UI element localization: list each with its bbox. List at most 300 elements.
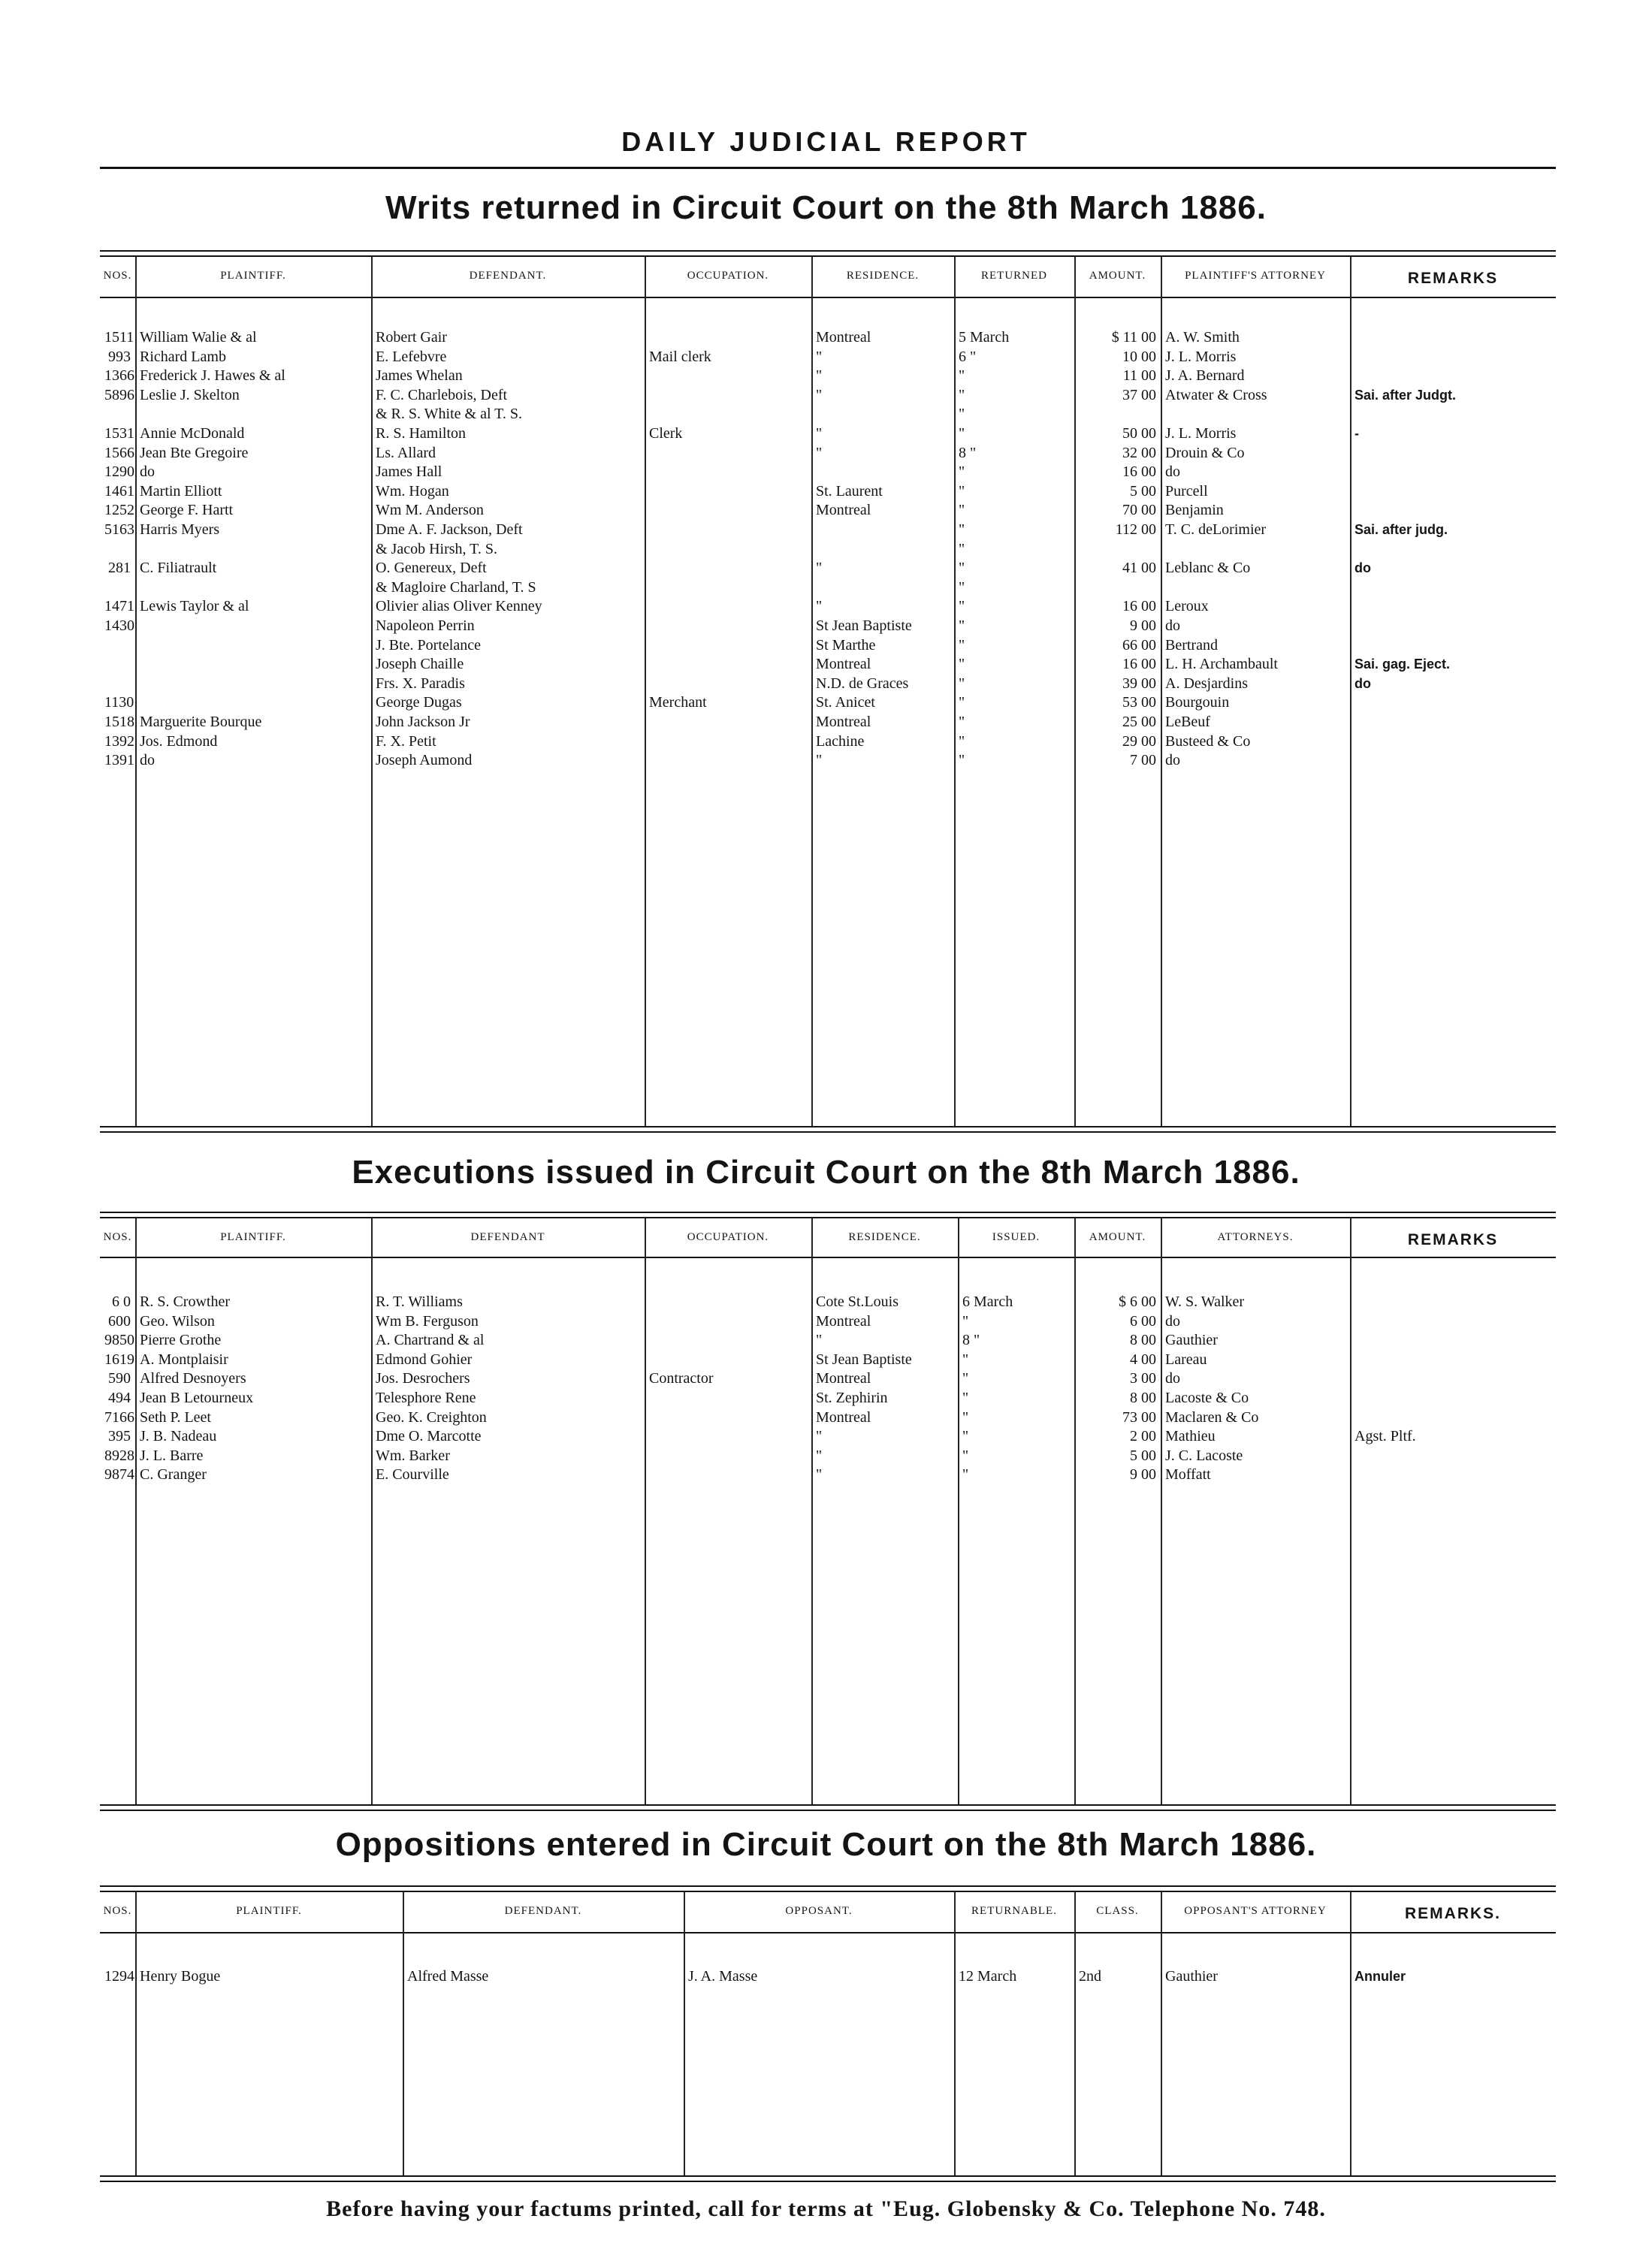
writs-plaintiff-cell: [140, 674, 367, 693]
writs-no-cell: 1518: [104, 714, 134, 730]
executions-remarks-cell: [1355, 1330, 1551, 1350]
executions-no-cell: 590: [108, 1370, 131, 1387]
writs-occupation-cell: [649, 558, 807, 578]
writs-top-rule: [100, 250, 1556, 257]
writs-plaintiff-cell: Frederick J. Hawes & al: [140, 367, 285, 385]
writs-returned-cell: ": [959, 732, 965, 750]
executions-occupation-cell: [649, 1292, 807, 1312]
oppositions-class-cell: 2nd: [1079, 1968, 1101, 1985]
oppositions-header-7: REMARKS.: [1404, 1905, 1501, 1922]
writs-no-cell: [104, 654, 131, 674]
writs-remarks-cell: [1355, 500, 1551, 520]
writs-residence-cell: [816, 404, 950, 424]
executions-residence-cell: Montreal: [816, 1408, 871, 1426]
writs-attorney-cell: T. C. deLorimier: [1165, 521, 1267, 538]
writs-amount-cell: [1079, 578, 1156, 597]
executions-occupation-cell: [649, 1350, 807, 1369]
writs-attorney-cell: [1165, 539, 1345, 559]
executions-occupation-cell: [649, 1312, 807, 1331]
executions-defendant-cell: Geo. K. Creighton: [376, 1408, 487, 1426]
executions-column-line: [1074, 1218, 1076, 1804]
writs-amount-cell: 39 00: [1122, 675, 1156, 692]
executions-plaintiff-cell: C. Granger: [140, 1466, 207, 1484]
executions-attorney-cell: Lareau: [1165, 1351, 1207, 1368]
writs-remarks-cell: [1355, 462, 1551, 481]
executions-bottom-rule: [100, 1804, 1556, 1811]
executions-remarks-cell: [1355, 1388, 1551, 1408]
writs-defendant-cell: James Whelan: [376, 367, 463, 385]
executions-no-cell: 395: [108, 1428, 131, 1445]
writs-no-cell: 5896: [104, 386, 134, 403]
writs-remarks-cell: [1355, 539, 1551, 559]
executions-no-cell: 494: [108, 1390, 131, 1406]
oppositions-bottom-rule: [100, 2175, 1556, 2182]
writs-attorney-cell: J. L. Morris: [1165, 348, 1237, 365]
writs-returned-cell: ": [959, 502, 965, 519]
executions-issued-cell: ": [962, 1351, 969, 1368]
oppositions-opposant-cell: J. A. Masse: [688, 1968, 758, 1985]
writs-defendant-cell: & Jacob Hirsh, T. S.: [376, 540, 498, 557]
writs-no-cell: [104, 674, 131, 693]
writs-residence-cell: Lachine: [816, 732, 865, 750]
writs-amount-cell: 16 00: [1122, 463, 1156, 481]
executions-no-cell: 600: [108, 1312, 131, 1330]
writs-amount-cell: 9 00: [1130, 617, 1156, 634]
oppositions-top-rule: [100, 1885, 1556, 1892]
writs-plaintiff-cell: William Walie & al: [140, 329, 257, 346]
writs-returned-cell: ": [959, 752, 965, 769]
executions-residence-cell: Montreal: [816, 1370, 871, 1387]
writs-amount-cell: 66 00: [1122, 636, 1156, 654]
executions-amount-cell: 73 00: [1122, 1408, 1156, 1426]
executions-header-0: NOS.: [103, 1231, 132, 1243]
executions-occupation-cell: Contractor: [649, 1370, 714, 1387]
writs-returned-cell: ": [959, 714, 965, 730]
writs-no-cell: 993: [108, 348, 131, 365]
writs-residence-cell: ": [816, 386, 823, 403]
executions-plaintiff-cell: Alfred Desnoyers: [140, 1370, 246, 1387]
writs-occupation-cell: [649, 616, 807, 635]
writs-attorney-cell: Drouin & Co: [1165, 444, 1245, 461]
writs-remarks-cell: [1355, 328, 1551, 347]
executions-header-6: AMOUNT.: [1089, 1231, 1146, 1243]
writs-column-line: [135, 256, 137, 1126]
writs-amount-cell: 53 00: [1122, 694, 1156, 711]
writs-residence-cell: ": [816, 425, 823, 442]
writs-occupation-cell: [649, 750, 807, 770]
executions-no-cell: 1619: [104, 1351, 134, 1368]
executions-issued-cell: ": [962, 1466, 969, 1484]
executions-issued-cell: ": [962, 1428, 969, 1445]
writs-remarks-cell: [1355, 712, 1551, 732]
writs-no-cell: 1391: [104, 752, 134, 769]
executions-column-line: [1161, 1218, 1162, 1804]
writs-defendant-cell: E. Lefebvre: [376, 348, 447, 365]
executions-column-line: [958, 1218, 959, 1804]
writs-defendant-cell: & R. S. White & al T. S.: [376, 406, 523, 423]
executions-remarks-cell: [1355, 1408, 1551, 1427]
writs-amount-cell: 16 00: [1122, 656, 1156, 673]
executions-no-cell: 8928: [104, 1447, 134, 1464]
writs-amount-cell: $ 11 00: [1111, 329, 1156, 346]
writs-residence-cell: [816, 578, 950, 597]
writs-column-line: [371, 256, 373, 1126]
executions-attorney-cell: Mathieu: [1165, 1428, 1216, 1445]
writs-defendant-cell: Frs. X. Paradis: [376, 675, 465, 692]
writs-header-5: RETURNED: [981, 270, 1047, 282]
writs-amount-cell: 11 00: [1122, 367, 1156, 385]
executions-column-line: [371, 1218, 373, 1804]
writs-plaintiff-cell: [140, 635, 367, 655]
writs-plaintiff-cell: Leslie J. Skelton: [140, 386, 240, 403]
executions-issued-cell: ": [962, 1447, 969, 1464]
executions-remarks-cell: Agst. Pltf.: [1355, 1428, 1416, 1445]
writs-plaintiff-cell: do: [140, 463, 155, 481]
writs-header-6: AMOUNT.: [1089, 270, 1146, 282]
writs-attorney-cell: do: [1165, 617, 1180, 634]
writs-returned-cell: ": [959, 694, 965, 711]
executions-issued-cell: 6 March: [962, 1293, 1013, 1310]
writs-occupation-cell: [649, 462, 807, 481]
writs-plaintiff-cell: [140, 616, 367, 635]
writs-plaintiff-cell: Jean Bte Gregoire: [140, 444, 249, 461]
running-head-rule: [100, 167, 1556, 169]
writs-defendant-cell: Napoleon Perrin: [376, 617, 475, 634]
writs-returned-cell: ": [959, 425, 965, 442]
writs-residence-cell: ": [816, 367, 823, 385]
oppositions-column-line: [1074, 1891, 1076, 2175]
writs-bottom-rule: [100, 1126, 1556, 1133]
executions-plaintiff-cell: Geo. Wilson: [140, 1312, 215, 1330]
oppositions-plaintiff-cell: Henry Bogue: [140, 1968, 221, 1985]
writs-plaintiff-cell: [140, 693, 367, 712]
executions-defendant-cell: Wm B. Ferguson: [376, 1312, 479, 1330]
writs-title: Writs returned in Circuit Court on the 8th March 1886.: [385, 189, 1267, 226]
executions-amount-cell: 2 00: [1130, 1428, 1156, 1445]
executions-plaintiff-cell: J. L. Barre: [140, 1447, 204, 1464]
writs-returned-cell: ": [959, 656, 965, 673]
executions-issued-cell: ": [962, 1312, 969, 1330]
oppositions-title: Oppositions entered in Circuit Court on the 8th March 1886.: [335, 1826, 1317, 1863]
executions-amount-cell: 5 00: [1130, 1447, 1156, 1464]
writs-no-cell: 1461: [104, 482, 134, 500]
writs-remarks-cell: [1355, 635, 1551, 655]
writs-attorney-cell: J. A. Bernard: [1165, 367, 1245, 385]
writs-header-0: NOS.: [103, 270, 132, 282]
executions-attorney-cell: W. S. Walker: [1165, 1293, 1245, 1310]
writs-no-cell: 1471: [104, 598, 134, 615]
writs-attorney-cell: [1165, 578, 1345, 597]
writs-amount-cell: 5 00: [1130, 482, 1156, 500]
writs-residence-cell: ": [816, 560, 823, 577]
executions-plaintiff-cell: Jean B Letourneux: [140, 1390, 254, 1406]
writs-returned-cell: ": [959, 578, 965, 596]
writs-attorney-cell: A. W. Smith: [1165, 329, 1240, 346]
writs-occupation-cell: [649, 635, 807, 655]
executions-attorney-cell: Moffatt: [1165, 1466, 1211, 1484]
writs-plaintiff-cell: George F. Hartt: [140, 502, 234, 519]
executions-plaintiff-cell: Pierre Grothe: [140, 1332, 222, 1349]
writs-residence-cell: St Marthe: [816, 636, 876, 654]
executions-attorney-cell: do: [1165, 1312, 1180, 1330]
oppositions-column-line: [684, 1891, 685, 2175]
writs-remarks-cell: [1355, 404, 1551, 424]
executions-defendant-cell: E. Courville: [376, 1466, 449, 1484]
executions-header-2: DEFENDANT: [470, 1231, 545, 1243]
writs-amount-cell: 16 00: [1122, 598, 1156, 615]
writs-header-rule: [100, 297, 1556, 298]
writs-occupation-cell: [649, 500, 807, 520]
oppositions-remarks-cell: Annuler: [1355, 1969, 1406, 1984]
writs-plaintiff-cell: Annie McDonald: [140, 425, 245, 442]
writs-no-cell: 1531: [104, 425, 134, 442]
oppositions-column-line: [954, 1891, 956, 2175]
writs-attorney-cell: A. Desjardins: [1165, 675, 1248, 692]
writs-attorney-cell: Bourgouin: [1165, 694, 1230, 711]
writs-no-cell: 1566: [104, 444, 134, 461]
writs-residence-cell: [816, 539, 950, 559]
writs-residence-cell: ": [816, 444, 823, 461]
writs-no-cell: [104, 635, 131, 655]
executions-residence-cell: Cote St.Louis: [816, 1293, 899, 1310]
writs-remarks-cell: [1355, 443, 1551, 463]
writs-occupation-cell: Mail clerk: [649, 348, 711, 365]
writs-occupation-cell: [649, 712, 807, 732]
writs-plaintiff-cell: C. Filiatrault: [140, 560, 217, 577]
writs-header-8: REMARKS: [1407, 270, 1499, 287]
writs-plaintiff-cell: [140, 578, 367, 597]
oppositions-header-rule: [100, 1932, 1556, 1933]
writs-amount-cell: 29 00: [1122, 732, 1156, 750]
writs-no-cell: 1392: [104, 732, 134, 750]
executions-remarks-cell: [1355, 1312, 1551, 1331]
oppositions-attorney-cell: Gauthier: [1165, 1968, 1218, 1985]
writs-attorney-cell: Atwater & Cross: [1165, 386, 1267, 403]
oppositions-header-4: RETURNABLE.: [971, 1905, 1057, 1917]
writs-remarks-cell: [1355, 366, 1551, 385]
executions-defendant-cell: Jos. Desrochers: [376, 1370, 470, 1387]
writs-remarks-cell: [1355, 596, 1551, 616]
writs-residence-cell: ": [816, 752, 823, 769]
writs-amount-cell: 10 00: [1122, 348, 1156, 365]
writs-defendant-cell: Wm M. Anderson: [376, 502, 484, 519]
executions-plaintiff-cell: Seth P. Leet: [140, 1408, 211, 1426]
executions-defendant-cell: Wm. Barker: [376, 1447, 450, 1464]
writs-occupation-cell: [649, 596, 807, 616]
executions-column-line: [135, 1218, 137, 1804]
writs-occupation-cell: [649, 654, 807, 674]
executions-occupation-cell: [649, 1426, 807, 1446]
writs-occupation-cell: [649, 404, 807, 424]
writs-returned-cell: ": [959, 675, 965, 692]
writs-occupation-cell: [649, 481, 807, 501]
writs-no-cell: 5163: [104, 521, 134, 538]
writs-remarks-cell: [1355, 616, 1551, 635]
writs-plaintiff-cell: [140, 539, 367, 559]
writs-defendant-cell: John Jackson Jr: [376, 714, 470, 730]
writs-occupation-cell: [649, 539, 807, 559]
writs-remarks-cell: [1355, 578, 1551, 597]
executions-residence-cell: Montreal: [816, 1312, 871, 1330]
writs-amount-cell: 41 00: [1122, 560, 1156, 577]
executions-attorney-cell: J. C. Lacoste: [1165, 1447, 1243, 1464]
executions-column-line: [1350, 1218, 1351, 1804]
oppositions-column-line: [403, 1891, 404, 2175]
writs-defendant-cell: R. S. Hamilton: [376, 425, 467, 442]
writs-occupation-cell: [649, 443, 807, 463]
writs-returned-cell: ": [959, 463, 965, 481]
writs-amount-cell: 50 00: [1122, 425, 1156, 442]
writs-defendant-cell: George Dugas: [376, 694, 462, 711]
executions-amount-cell: $ 6 00: [1119, 1293, 1156, 1310]
executions-header-5: ISSUED.: [992, 1231, 1040, 1243]
writs-residence-cell: Montreal: [816, 502, 871, 519]
executions-header-1: PLAINTIFF.: [220, 1231, 286, 1243]
writs-occupation-cell: Clerk: [649, 425, 683, 442]
executions-plaintiff-cell: J. B. Nadeau: [140, 1428, 217, 1445]
writs-no-cell: 281: [108, 560, 131, 577]
executions-issued-cell: 8 ": [962, 1332, 980, 1349]
writs-plaintiff-cell: Jos. Edmond: [140, 732, 218, 750]
executions-plaintiff-cell: R. S. Crowther: [140, 1293, 230, 1310]
writs-plaintiff-cell: [140, 404, 367, 424]
executions-defendant-cell: R. T. Williams: [376, 1293, 463, 1310]
writs-amount-cell: 32 00: [1122, 444, 1156, 461]
writs-attorney-cell: J. L. Morris: [1165, 425, 1237, 442]
executions-amount-cell: 8 00: [1130, 1332, 1156, 1349]
writs-occupation-cell: [649, 328, 807, 347]
executions-remarks-cell: [1355, 1465, 1551, 1484]
footer-advertisement: Before having your factums printed, call for terms at "Eug. Globensky & Co. Telephone No. 748.: [326, 2196, 1326, 2221]
writs-no-cell: 1511: [104, 329, 134, 346]
writs-plaintiff-cell: Harris Myers: [140, 521, 220, 538]
writs-residence-cell: Montreal: [816, 329, 871, 346]
writs-no-cell: [104, 578, 131, 597]
executions-title: Executions issued in Circuit Court on the 8th March 1886.: [352, 1154, 1300, 1191]
executions-header-7: ATTORNEYS.: [1217, 1231, 1294, 1243]
executions-residence-cell: St Jean Baptiste: [816, 1351, 912, 1368]
executions-defendant-cell: A. Chartrand & al: [376, 1332, 485, 1349]
writs-defendant-cell: Robert Gair: [376, 329, 447, 346]
writs-occupation-cell: [649, 578, 807, 597]
writs-attorney-cell: Busteed & Co: [1165, 732, 1251, 750]
writs-defendant-cell: Ls. Allard: [376, 444, 436, 461]
oppositions-header-6: OPPOSANT'S ATTORNEY: [1184, 1905, 1327, 1917]
executions-column-line: [811, 1218, 813, 1804]
writs-plaintiff-cell: [140, 654, 367, 674]
executions-defendant-cell: Dme O. Marcotte: [376, 1428, 482, 1445]
running-head: DAILY JUDICIAL REPORT: [621, 126, 1031, 157]
writs-remarks-cell: Sai. gag. Eject.: [1355, 657, 1451, 672]
writs-plaintiff-cell: Richard Lamb: [140, 348, 226, 365]
executions-occupation-cell: [649, 1446, 807, 1466]
writs-occupation-cell: [649, 674, 807, 693]
executions-residence-cell: ": [816, 1466, 823, 1484]
writs-remarks-cell: Sai. after Judgt.: [1355, 387, 1457, 403]
executions-no-cell: 6 0: [112, 1293, 131, 1310]
writs-residence-cell: [816, 462, 950, 481]
executions-defendant-cell: Telesphore Rene: [376, 1390, 476, 1406]
executions-attorney-cell: Gauthier: [1165, 1332, 1218, 1349]
writs-defendant-cell: Wm. Hogan: [376, 482, 449, 500]
writs-column-line: [954, 256, 956, 1126]
writs-remarks-cell: [1355, 732, 1551, 751]
writs-no-cell: 1430: [104, 617, 134, 634]
writs-returned-cell: ": [959, 540, 965, 557]
executions-issued-cell: ": [962, 1408, 969, 1426]
writs-column-line: [645, 256, 646, 1126]
writs-occupation-cell: [649, 385, 807, 405]
writs-returned-cell: 8 ": [959, 444, 977, 461]
writs-returned-cell: ": [959, 386, 965, 403]
writs-occupation-cell: [649, 732, 807, 751]
writs-defendant-cell: Joseph Aumond: [376, 752, 473, 769]
oppositions-header-5: CLASS.: [1096, 1905, 1139, 1917]
executions-residence-cell: St. Zephirin: [816, 1390, 888, 1406]
writs-attorney-cell: Leblanc & Co: [1165, 560, 1251, 577]
writs-amount-cell: 37 00: [1122, 386, 1156, 403]
oppositions-header-3: OPPOSANT.: [785, 1905, 853, 1917]
writs-attorney-cell: do: [1165, 752, 1180, 769]
oppositions-returnable-cell: 12 March: [959, 1968, 1017, 1985]
writs-returned-cell: 6 ": [959, 348, 977, 365]
writs-residence-cell: St. Anicet: [816, 694, 875, 711]
writs-returned-cell: 5 March: [959, 329, 1010, 346]
writs-plaintiff-cell: Lewis Taylor & al: [140, 598, 249, 615]
executions-defendant-cell: Edmond Gohier: [376, 1351, 473, 1368]
writs-remarks-cell: [1355, 750, 1551, 770]
writs-defendant-cell: Joseph Chaille: [376, 656, 464, 673]
writs-no-cell: 1252: [104, 502, 134, 519]
writs-header-7: PLAINTIFF'S ATTORNEY: [1185, 270, 1326, 282]
writs-header-1: PLAINTIFF.: [220, 270, 286, 282]
writs-plaintiff-cell: Marguerite Bourque: [140, 714, 262, 730]
writs-defendant-cell: O. Genereux, Deft: [376, 560, 487, 577]
executions-issued-cell: ": [962, 1390, 969, 1406]
executions-remarks-cell: [1355, 1350, 1551, 1369]
writs-amount-cell: 25 00: [1122, 714, 1156, 730]
executions-occupation-cell: [649, 1408, 807, 1427]
writs-returned-cell: ": [959, 406, 965, 423]
writs-occupation-cell: [649, 520, 807, 539]
writs-defendant-cell: James Hall: [376, 463, 442, 481]
writs-column-line: [1350, 256, 1351, 1126]
writs-attorney-cell: [1165, 404, 1345, 424]
writs-returned-cell: ": [959, 617, 965, 634]
executions-header-3: OCCUPATION.: [687, 1231, 769, 1243]
executions-amount-cell: 4 00: [1130, 1351, 1156, 1368]
executions-column-line: [645, 1218, 646, 1804]
executions-amount-cell: 8 00: [1130, 1390, 1156, 1406]
writs-attorney-cell: Benjamin: [1165, 502, 1224, 519]
writs-header-2: DEFENDANT.: [469, 270, 547, 282]
executions-occupation-cell: [649, 1465, 807, 1484]
writs-attorney-cell: Leroux: [1165, 598, 1209, 615]
writs-defendant-cell: J. Bte. Portelance: [376, 636, 481, 654]
writs-remarks-cell: Sai. after judg.: [1355, 522, 1448, 537]
writs-defendant-cell: F. X. Petit: [376, 732, 436, 750]
writs-remarks-cell: do: [1355, 560, 1371, 576]
oppositions-header-2: DEFENDANT.: [504, 1905, 582, 1917]
writs-residence-cell: Montreal: [816, 714, 871, 730]
writs-residence-cell: St. Laurent: [816, 482, 883, 500]
writs-occupation-cell: Merchant: [649, 694, 707, 711]
executions-attorney-cell: Maclaren & Co: [1165, 1408, 1259, 1426]
writs-remarks-cell: -: [1355, 426, 1359, 441]
writs-no-cell: 1290: [104, 463, 134, 481]
writs-defendant-cell: F. C. Charlebois, Deft: [376, 386, 508, 403]
writs-remarks-cell: [1355, 481, 1551, 501]
